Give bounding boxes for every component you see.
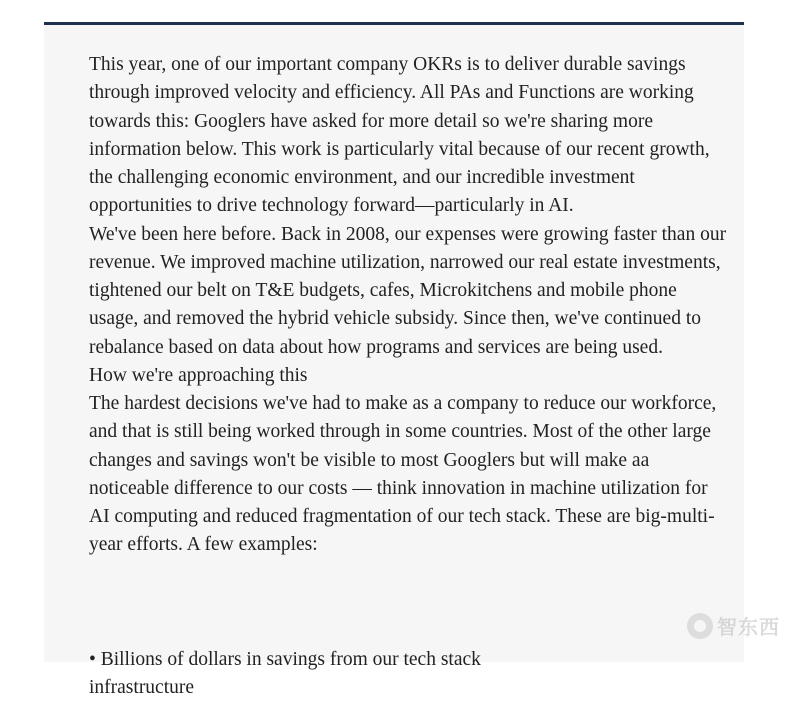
zhidx-logo-icon xyxy=(687,613,713,639)
truncated-list-item-text: • Billions of dollars in savings from our tech stack infrastructure xyxy=(89,649,481,698)
article-body xyxy=(89,51,729,560)
watermark xyxy=(687,611,780,640)
section-heading-approach: How we're approaching this xyxy=(89,364,308,386)
paragraph-2008: We've been here before. Back in 2008, our expenses were growing faster than our revenue. We improved machine utilization, narrowed our real estate investments, tightened our belt on T&E budgets, cafes, Microkitchens and mobile phone usage, and removed the hybrid vehicle subsidy. Since then, we've continued to rebalance based on data about how programs and services are being used. xyxy=(89,223,727,358)
paragraph-decisions: The hardest decisions we've had to make as a company to reduce our workforce, and that is still being worked through in some countries. Most of the other large changes and savings won't be visible to most Googlers but will make aa noticeable difference to our costs — think innovation in machine utilization for AI computing and reduced fragmentation of our tech stack. These are big-multi-year efforts. A few examples: xyxy=(89,393,717,556)
paragraph-okrs: This year, one of our important company OKRs is to deliver durable savings through improved velocity and efficiency. All PAs and Functions are working towards this: Googlers have asked for more detail so we're sharing more information below. This work is particularly vital because of our recent growth, the challenging economic environment, and our incredible investment opportunities to drive technology forward—particularly in AI. xyxy=(89,54,710,217)
watermark-text: 智东西 xyxy=(717,615,780,639)
truncated-list-item xyxy=(89,646,509,698)
